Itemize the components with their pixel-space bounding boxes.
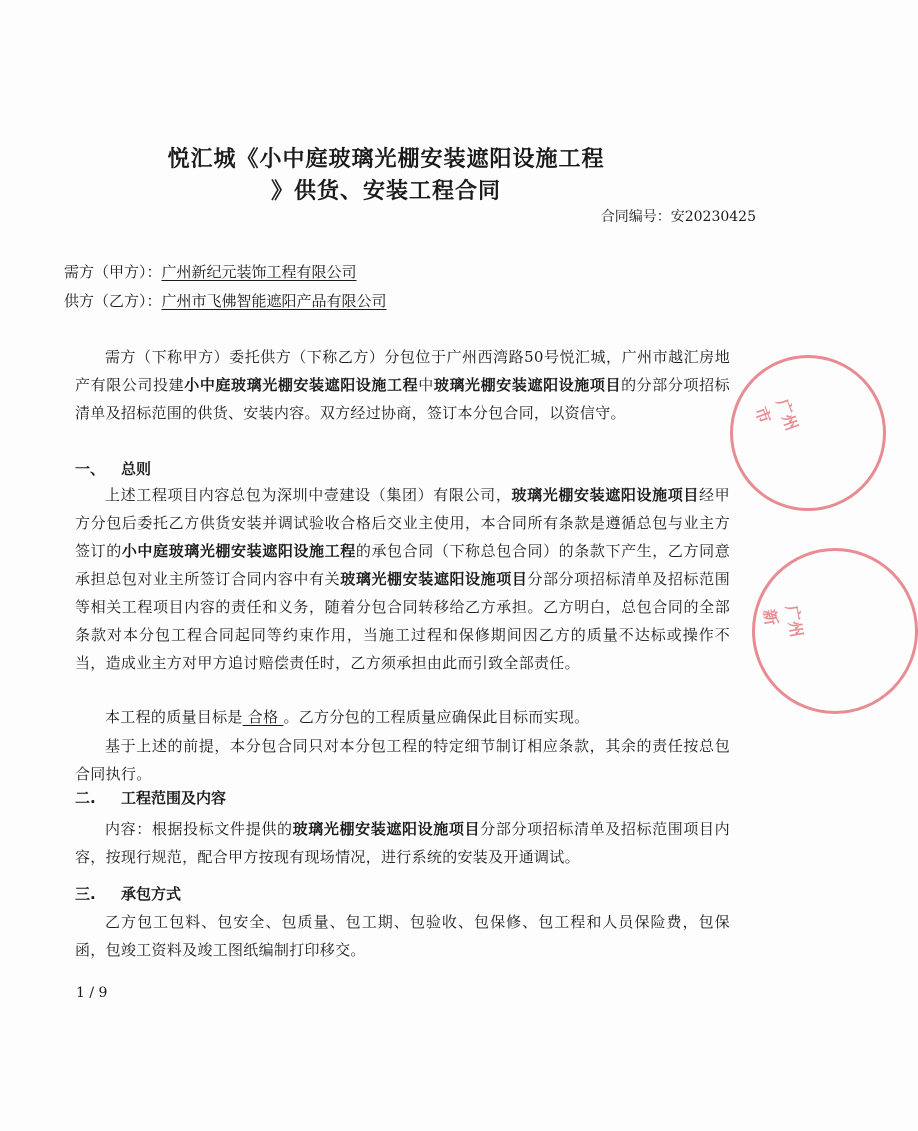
contract-title-line2: 》供货、安装工程合同 bbox=[270, 179, 501, 204]
party-b bbox=[64, 290, 387, 311]
section2-heading bbox=[75, 787, 226, 808]
section3-title: 承包方式 bbox=[121, 885, 182, 903]
section2-paragraph: 内容：根据投标文件提供的玻璃光棚安装遮阳设施项目分部分项招标清单及招标范围项目内容，按现行规范，配合甲方按现有现场情况，进行系统的安装及开通调试。 bbox=[75, 820, 730, 866]
seal-fragment-text-2: 广州新 bbox=[759, 603, 807, 639]
contract-number: 合同编号：安20230425 bbox=[600, 209, 756, 225]
section3-number: 三. bbox=[75, 885, 96, 903]
party-b-label: 供方（乙方）： bbox=[64, 292, 162, 310]
section1-paragraph2: 本工程的质量目标是 合格 。乙方分包的工程质量应确保此目标而实现。 bbox=[105, 708, 590, 726]
section1-paragraph1: 上述工程项目内容总包为深圳中壹建设（集团）有限公司，玻璃光棚安装遮阳设施项目经甲方分包后委托乙方供货安装并调试验收合格后交业主使用，本合同所有条款是遵循总包与业主方签订的小中庭玻璃光棚安装遮阳设施工程的承包合同（下称总包合同）的条款下产生，乙方同意承担总包对业主所签订合同内容中有关玻璃光棚安装遮阳设施项目分部分项招标清单及招标范围等相关工程项目内容的责任和义务，随着分包合同转移给乙方承担。乙方明白，总包合同的全部条款对本分包工程合同起同等约束作用，当施工过程和保修期间因乙方的质量不达标或操作不当，造成业主方对甲方追讨赔偿责任时，乙方须承担由此而引致全部责任。 bbox=[75, 486, 730, 672]
page-number: 1 / 9 bbox=[76, 985, 108, 1001]
section3-paragraph: 乙方包工包料、包安全、包质量、包工期、包验收、包保修、包工程和人员保险费，包保函，包竣工资料及竣工图纸编制打印移交。 bbox=[75, 913, 730, 959]
party-b-name: 广州市飞佛智能遮阳产品有限公司 bbox=[161, 292, 387, 310]
section1-number: 一、 bbox=[75, 460, 106, 478]
section2-number: 二. bbox=[75, 789, 96, 807]
section1-paragraph3: 基于上述的前提，本分包合同只对本分包工程的特定细节制订相应条款，其余的责任按总包合同执行。 bbox=[75, 737, 730, 783]
seal-fragment-text: 广州市 bbox=[751, 396, 802, 434]
section2-title: 工程范围及内容 bbox=[121, 789, 227, 807]
company-seal-stamp bbox=[730, 355, 886, 511]
contract-title-line1: 悦汇城《小中庭玻璃光棚安装遮阳设施工程 bbox=[167, 147, 605, 172]
section1-title: 总则 bbox=[121, 460, 152, 478]
section1-heading bbox=[75, 458, 151, 479]
quality-target: 合格 bbox=[242, 708, 284, 726]
party-a-name: 广州新纪元装饰工程有限公司 bbox=[161, 263, 357, 281]
intro-paragraph: 需方（下称甲方）委托供方（下称乙方）分包位于广州西湾路50号悦汇城，广州市越汇房地产有限公司投建小中庭玻璃光棚安装遮阳设施工程中玻璃光棚安装遮阳设施项目的分部分项招标清单及招标范围的供货、安装内容。双方经过协商，签订本分包合同，以资信守。 bbox=[75, 348, 730, 422]
party-a bbox=[64, 261, 357, 282]
party-a-label: 需方（甲方）： bbox=[64, 263, 162, 281]
section3-heading bbox=[75, 883, 181, 904]
